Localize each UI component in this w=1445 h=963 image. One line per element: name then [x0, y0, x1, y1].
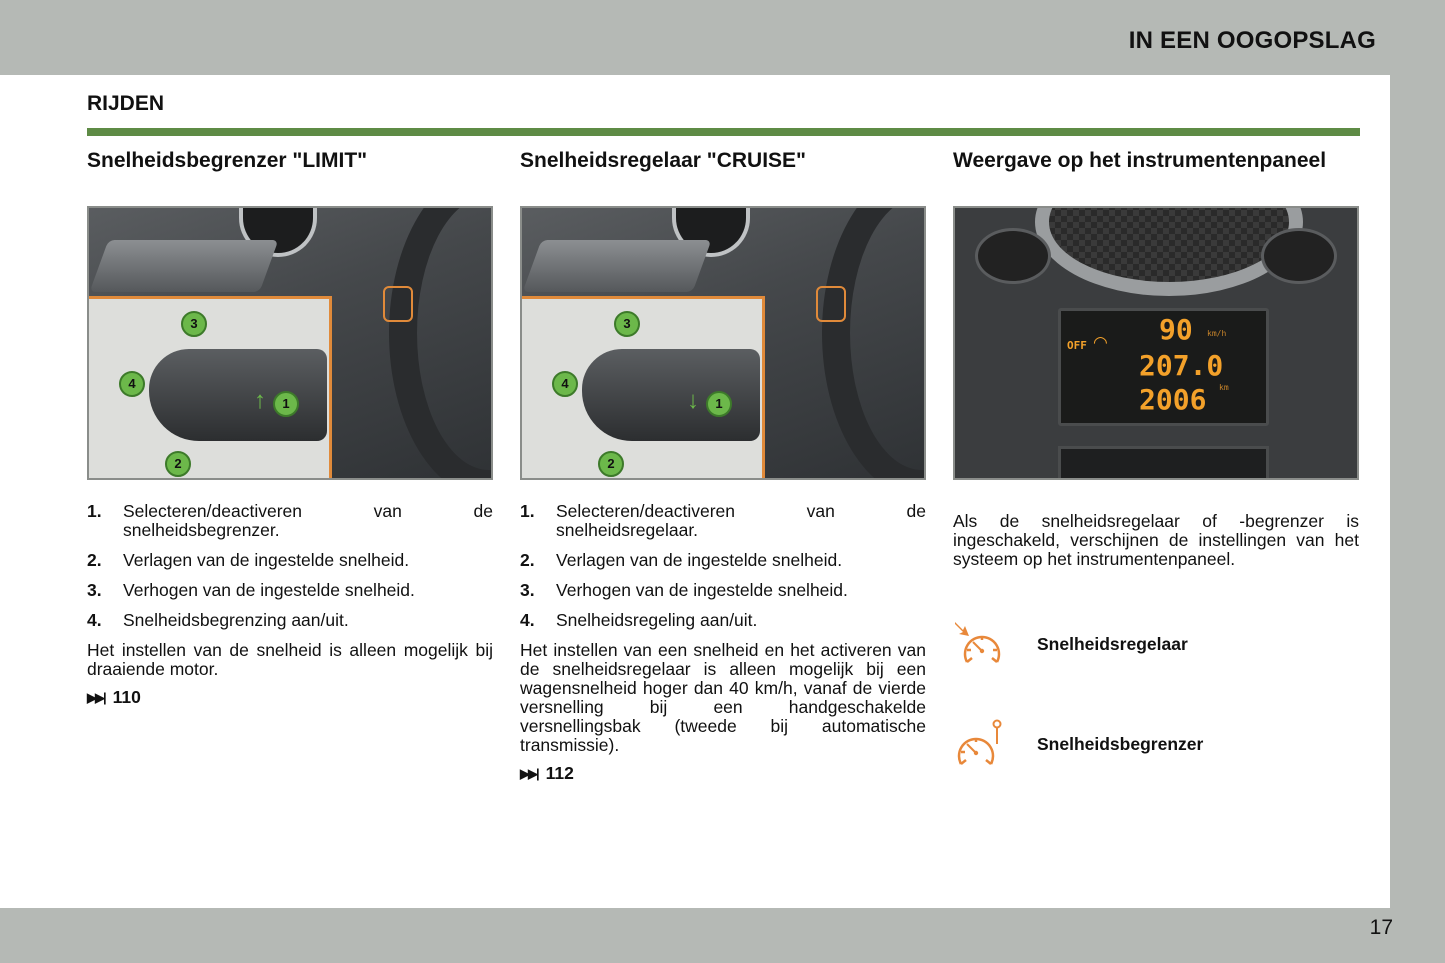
callout-1: 1	[706, 391, 732, 417]
callout-3: 3	[614, 311, 640, 337]
column-heading: Weergave op het instrumentenpaneel	[953, 149, 1327, 172]
list-item: 1. Selecteren/deactiveren van de snelheidsbegrenzer.	[87, 501, 493, 540]
lcd-trip: 207.0	[1139, 349, 1224, 382]
list-item: 4. Snelheidsregeling aan/uit.	[520, 610, 758, 630]
stalk-illustration-cruise	[520, 206, 926, 480]
instrument-panel-photo	[953, 206, 1359, 480]
list-item: 4. Snelheidsbegrenzing aan/uit.	[87, 610, 349, 630]
stalk-inset	[89, 296, 332, 480]
page-reference[interactable]: ▶▶| 110	[87, 687, 141, 707]
column-heading: Snelheidsregelaar "CRUISE"	[520, 149, 807, 172]
display-paragraph: Als de snelheidsregelaar of -begrenzer is ingeschakeld, verschijnen de instellingen van het systeem op het instrumentenpaneel.	[953, 511, 1359, 569]
callout-3: 3	[181, 311, 207, 337]
lcd-odometer: 2006	[1139, 383, 1207, 416]
page-number: 17	[1369, 916, 1393, 939]
section-divider	[87, 128, 1360, 136]
page-reference[interactable]: ▶▶| 112	[520, 763, 574, 783]
page-ref-arrow-icon: ▶▶|	[87, 689, 105, 705]
legend-label: Snelheidsregelaar	[1037, 633, 1188, 654]
note-paragraph: Het instellen van een snelheid en het activeren van de snelheidsregelaar is alleen mogelijk bij een wagensnelheid hoger dan 40 km/h, vanaf de vierde versnelling bij een handgeschakelde versnellingsbak (tweede bij automatische transmissie).	[520, 640, 926, 755]
list-item: 1. Selecteren/deactiveren van de snelheidsregelaar.	[520, 501, 926, 540]
page-ref-arrow-icon: ▶▶|	[520, 765, 538, 781]
legend-speed-limiter	[953, 718, 1204, 770]
lcd-cruise-icon: ◠	[1093, 333, 1108, 352]
list-item: 2. Verlagen van de ingestelde snelheid.	[520, 550, 843, 570]
cruise-control-icon	[953, 618, 1003, 670]
lcd-speed-unit: km/h	[1207, 329, 1227, 338]
lcd-odometer-unit: km	[1219, 383, 1229, 392]
callout-4: 4	[552, 371, 578, 397]
speed-limiter-icon	[953, 718, 1003, 770]
list-item: 3. Verhogen van de ingestelde snelheid.	[520, 580, 848, 600]
list-item: 2. Verlagen van de ingestelde snelheid.	[87, 550, 410, 570]
stalk-inset	[522, 296, 765, 480]
list-item: 3. Verhogen van de ingestelde snelheid.	[87, 580, 415, 600]
column-instrument-display	[953, 149, 1359, 754]
arrow-down-icon: ↓	[687, 387, 699, 414]
chapter-title: IN EEN OOGOPSLAG	[1128, 27, 1376, 54]
lcd-speed: 90	[1159, 313, 1193, 346]
section-title: RIJDEN	[87, 92, 165, 115]
callout-2: 2	[165, 451, 191, 477]
lcd-display	[1058, 308, 1269, 426]
column-speed-limiter	[87, 149, 493, 707]
callout-1: 1	[273, 391, 299, 417]
column-heading: Snelheidsbegrenzer "LIMIT"	[87, 149, 368, 172]
legend-cruise-control	[953, 618, 1188, 670]
lcd-status: OFF	[1067, 339, 1087, 352]
column-cruise-control	[520, 149, 926, 783]
callout-2: 2	[598, 451, 624, 477]
note-paragraph: Het instellen van de snelheid is alleen mogelijk bij draaiende motor.	[87, 640, 493, 679]
stalk-illustration-limit	[87, 206, 493, 480]
arrow-up-icon: ↑	[254, 387, 266, 414]
callout-4: 4	[119, 371, 145, 397]
legend-label: Snelheidsbegrenzer	[1037, 733, 1204, 754]
